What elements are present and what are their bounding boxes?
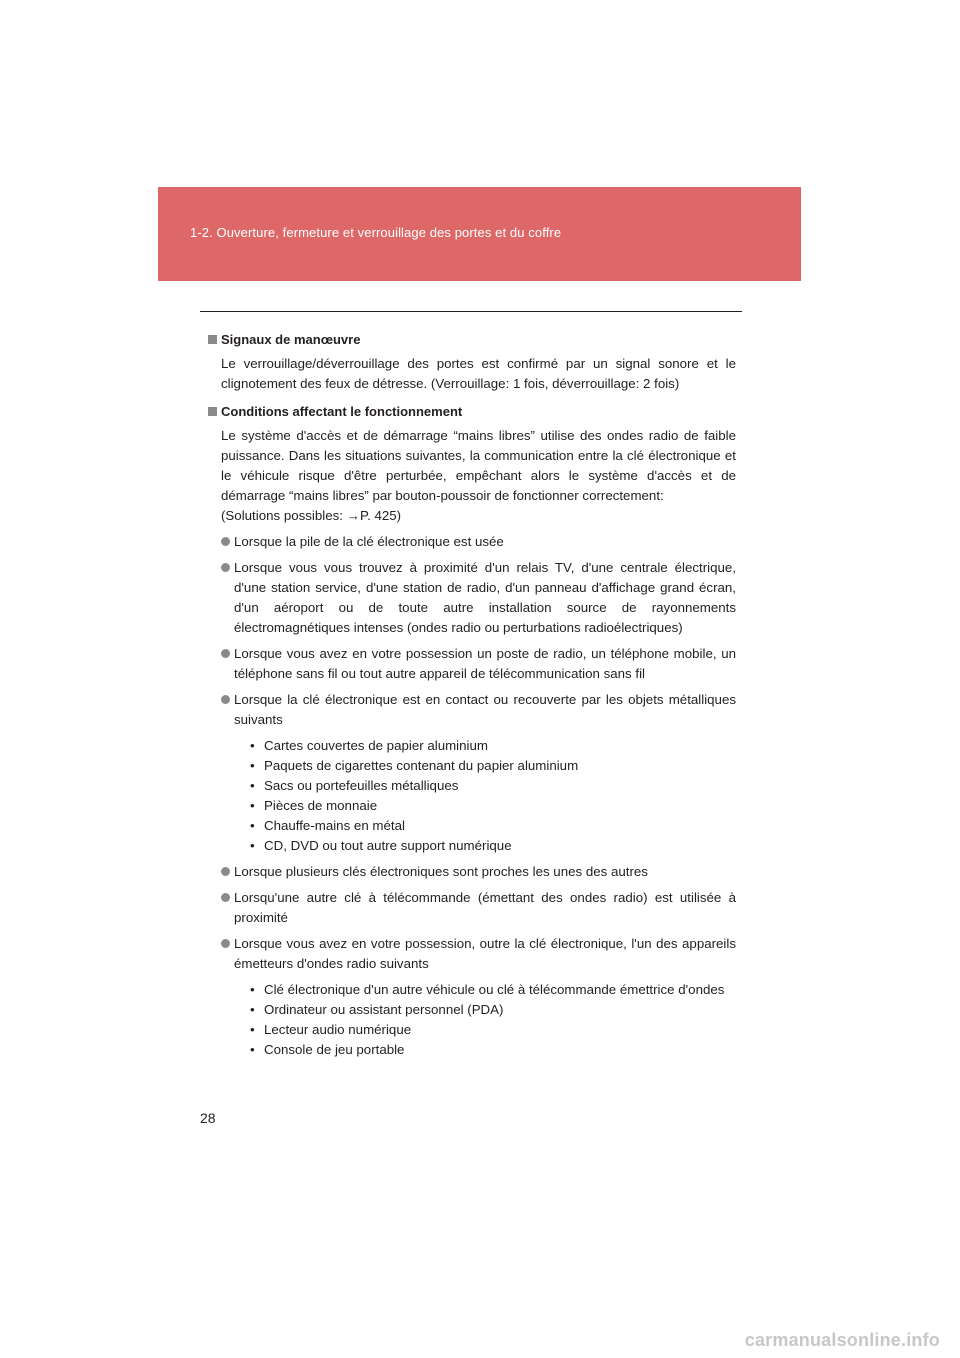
list-item: Lorsque la pile de la clé électronique est usée: [208, 532, 736, 552]
list-item: Lorsque la clé électronique est en contact ou recouverte par les objets métalliques suivants: [208, 690, 736, 730]
circle-bullet-icon: [221, 893, 230, 902]
divider: [200, 311, 742, 312]
circle-bullet-icon: [221, 939, 230, 948]
sub-list-item: • Ordinateur ou assistant personnel (PDA): [250, 1002, 504, 1017]
sub-list-metal-objects: [208, 736, 736, 856]
sub-list-item: • Lecteur audio numérique: [250, 1022, 412, 1037]
sub-list-item: • CD, DVD ou tout autre support numérique: [250, 838, 512, 853]
section-heading-conditions: Conditions affectant le fonctionnement: [208, 402, 736, 422]
section-title: 1-2. Ouverture, fermeture et verrouillage des portes et du coffre: [190, 225, 562, 240]
solutions-reference: (Solutions possibles: →P. 425): [221, 508, 402, 523]
sub-list-item: • Paquets de cigarettes contenant du papier aluminium: [250, 758, 579, 773]
sub-list-radio-devices: [208, 980, 736, 1060]
list-item: Lorsque vous avez en votre possession, outre la clé électronique, l'un des appareils émetteurs d'ondes radio suivants: [208, 934, 736, 974]
list-item: Lorsqu'une autre clé à télécommande (émettant des ondes radio) est utilisée à proximité: [208, 888, 736, 928]
section-heading-signals: Signaux de manœuvre: [208, 330, 736, 350]
square-bullet-icon: [208, 335, 217, 344]
circle-bullet-icon: [221, 649, 230, 658]
sub-list-item: • Cartes couvertes de papier aluminium: [250, 738, 488, 753]
square-bullet-icon: [208, 407, 217, 416]
list-item: Lorsque vous avez en votre possession un poste de radio, un téléphone mobile, un téléphone sans fil ou tout autre appareil de télécommunication sans fil: [208, 644, 736, 684]
list-item: Lorsque vous vous trouvez à proximité d'un relais TV, d'une centrale électrique, d'une station service, d'une station de radio, d'un panneau d'affichage grand écran, d'un aéroport ou de toute autre installation source de rayonnements électromagnétiques intenses (ondes radio ou perturbations radioélectriques): [208, 558, 736, 638]
page-content: [208, 330, 736, 1060]
sub-list-item: • Chauffe-mains en métal: [250, 818, 405, 833]
circle-bullet-icon: [221, 867, 230, 876]
sub-list-item: • Console de jeu portable: [250, 1042, 405, 1057]
sub-list-item: • Clé électronique d'un autre véhicule ou clé à télécommande émettrice d'ondes: [250, 982, 725, 997]
page-number: 28: [200, 1110, 216, 1126]
sub-list-item: • Pièces de monnaie: [250, 798, 378, 813]
circle-bullet-icon: [221, 695, 230, 704]
header-band: [158, 187, 801, 281]
circle-bullet-icon: [221, 563, 230, 572]
sub-list-item: • Sacs ou portefeuilles métalliques: [250, 778, 459, 793]
watermark: carmanualsonline.info: [744, 1330, 940, 1350]
paragraph-signals: Le verrouillage/déverrouillage des portes est confirmé par un signal sonore et le clignotement des feux de détresse. (Verrouillage: 1 fois, déverrouillage: 2 fois): [221, 356, 736, 391]
circle-bullet-icon: [221, 537, 230, 546]
list-item: Lorsque plusieurs clés électroniques sont proches les unes des autres: [208, 862, 736, 882]
paragraph-conditions: Le système d'accès et de démarrage “mains libres” utilise des ondes radio de faible puissance. Dans les situations suivantes, la communication entre la clé électronique et le véhicule risque d'être perturbée, empêchant alors le système d'accès et de démarrage “mains libres” par bouton-poussoir de fonctionner correctement:: [221, 428, 736, 503]
